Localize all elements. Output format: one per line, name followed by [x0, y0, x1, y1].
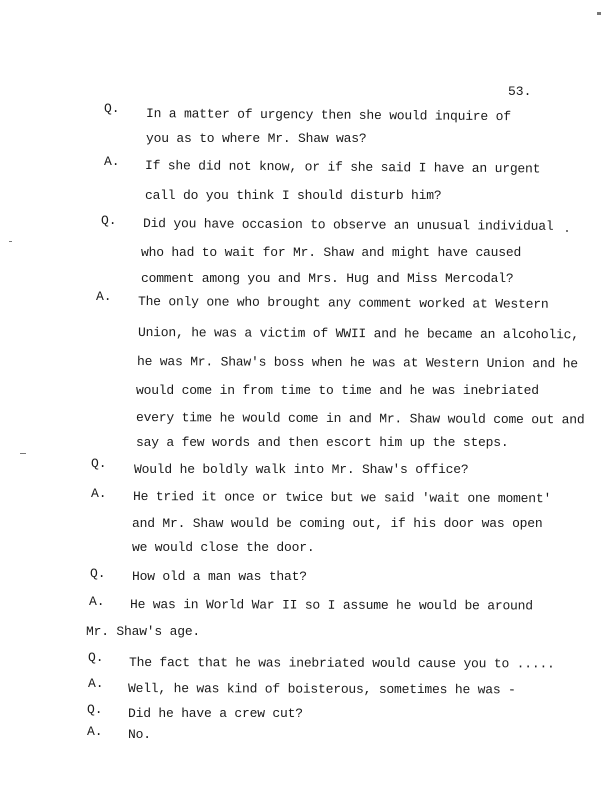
transcript-line: Mr. Shaw's age. — [86, 624, 201, 639]
transcript-line: you as to where Mr. Shaw was? — [146, 131, 367, 146]
speaker-label: A. — [87, 724, 103, 739]
transcript-line: who had to wait for Mr. Shaw and might have caused — [141, 245, 522, 260]
speaker-label: A. — [89, 594, 105, 609]
transcript-line: He tried it once or twice but we said 'wait one moment' — [132, 489, 552, 507]
transcript-line: Did he have a crew cut? — [128, 706, 303, 721]
speaker-label: A. — [96, 289, 112, 304]
transcript-line: Did you have occasion to observe an unusual individual — [142, 216, 554, 234]
speaker-label: A. — [104, 154, 120, 169]
speaker-label: Q. — [90, 566, 106, 581]
scan-speck — [9, 241, 12, 242]
transcript-line: In a matter of urgency then she would inquire of — [145, 106, 511, 125]
speaker-label: Q. — [104, 101, 120, 116]
transcript-line: and Mr. Shaw would be coming out, if his door was open — [132, 516, 543, 531]
scan-speck — [597, 12, 601, 15]
scan-speck — [566, 230, 568, 232]
transcript-line: If she did not know, or if she said I have an urgent — [144, 158, 541, 177]
speaker-label: Q. — [91, 456, 107, 471]
scan-speck — [20, 453, 26, 454]
transcript-line: No. — [128, 727, 151, 742]
transcript-line: every time he would come in and Mr. Shaw would come out and — [135, 410, 585, 428]
transcript-line: Would he boldly walk into Mr. Shaw's office? — [134, 462, 469, 477]
transcript-line: would come in from time to time and he was inebriated — [136, 383, 539, 398]
transcript-line: call do you think I should disturb him? — [145, 188, 442, 203]
transcript-line: he was Mr. Shaw's boss when he was at Western Union and he — [136, 354, 578, 372]
transcript-line: How old a man was that? — [132, 569, 307, 584]
transcript-line: The fact that he was inebriated would cause you to ..... — [128, 655, 555, 672]
transcript-line: Union, he was a victim of WWII and he became an alcoholic, — [137, 325, 579, 343]
speaker-label: Q. — [87, 702, 103, 717]
speaker-label: Q. — [101, 213, 117, 228]
transcript-line: we would close the door. — [132, 540, 315, 555]
transcript-line: He was in World War II so I assume he would be around — [129, 597, 533, 614]
page-number: 53. — [508, 84, 532, 99]
transcript-line: say a few words and then escort him up the steps. — [136, 435, 509, 450]
speaker-label: A. — [91, 486, 107, 501]
transcript-line: Well, he was kind of boisterous, sometimes he was - — [127, 681, 516, 698]
speaker-label: A. — [88, 676, 104, 691]
transcript-line: The only one who brought any comment worked at Western — [137, 294, 549, 312]
transcript-line: comment among you and Mrs. Hug and Miss Mercodal? — [141, 271, 514, 286]
speaker-label: Q. — [88, 650, 104, 665]
